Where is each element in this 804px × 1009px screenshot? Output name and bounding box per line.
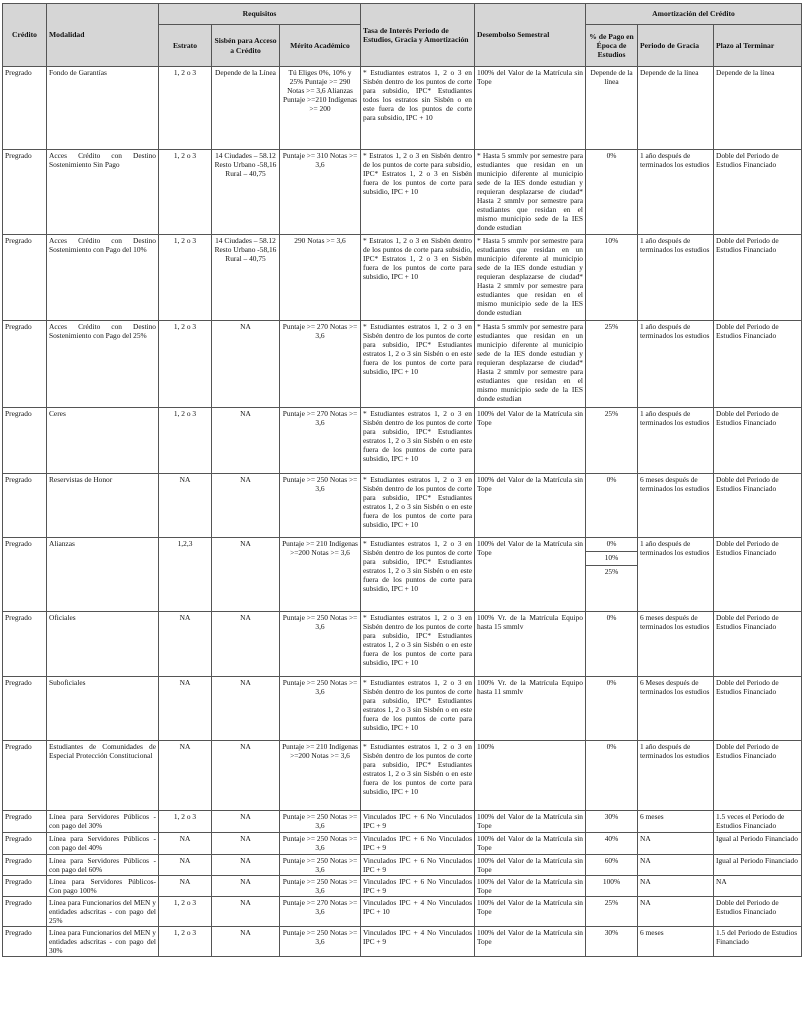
cell-plazo: Depende de la línea	[714, 67, 802, 150]
cell-credito: Pregrado	[3, 321, 47, 408]
table-row	[3, 612, 802, 677]
cell-plazo: Doble del Periodo de Estudios Financiado	[714, 235, 802, 321]
cell-estrato: 1, 2 o 3	[159, 927, 212, 957]
cell-modalidad: Suboficiales	[47, 677, 159, 741]
cell-gracia: 6 meses después de terminados los estudios	[638, 474, 714, 538]
cell-sisben: NA	[212, 408, 280, 474]
cell-plazo: Doble del Periodo de Estudios Financiado	[714, 321, 802, 408]
cell-tasa: * Estratos 1, 2 o 3 en Sisbén dentro de los puntos de corte para subsidio, IPC* Estratos 1, 2 o 3 en Sisbén fuera de los puntos de corte para subsidio, IPC + 10	[361, 150, 475, 235]
cell-sisben: NA	[212, 474, 280, 538]
cell-tasa: * Estudiantes estratos 1, 2 o 3 en Sisbén dentro de los puntos de corte para subsidio, IPC* Estudiantes estratos 1, 2 o 3 sin Sisbén o en este fuera de los puntos de corte para subsidio, IPC + 10	[361, 612, 475, 677]
table-row	[3, 741, 802, 811]
cell-tasa: * Estudiantes estratos 1, 2 o 3 en Sisbén dentro de los puntos de corte para subsidio, IPC* Estudiantes estratos 1, 2 o 3 sin Sisbén o en este fuera de los puntos de corte para subsidio, IPC + 10	[361, 538, 475, 612]
cell-estrato: NA	[159, 474, 212, 538]
cell-estrato: 1, 2 o 3	[159, 235, 212, 321]
cell-estrato: 1, 2 o 3	[159, 811, 212, 833]
cell-gracia: 6 Meses después de terminados los estudios	[638, 677, 714, 741]
cell-merito: Puntaje >= 250 Notas >= 3,6	[280, 677, 361, 741]
cell-estrato: NA	[159, 876, 212, 897]
cell-tasa: Vinculados IPC + 6 No Vinculados IPC + 9	[361, 833, 475, 855]
cell-sisben: 14 Ciudades – 58.12 Resto Urbano -58,16 Rural – 40,75	[212, 235, 280, 321]
cell-pago: 0%	[586, 677, 638, 741]
cell-modalidad: Reservistas de Honor	[47, 474, 159, 538]
cell-estrato: NA	[159, 833, 212, 855]
cell-tasa: * Estudiantes estratos 1, 2 o 3 en Sisbén dentro de los puntos de corte para subsidio, IPC* Estudiantes estratos 1, 2 o 3 sin Sisbén o en este fuera de los puntos de corte para subsidio, IPC + 10	[361, 474, 475, 538]
pago-option: 25%	[586, 565, 637, 577]
cell-pago: 100%	[586, 876, 638, 897]
cell-credito: Pregrado	[3, 235, 47, 321]
credit-table-page	[2, 3, 801, 1004]
table-row	[3, 833, 802, 855]
cell-credito: Pregrado	[3, 408, 47, 474]
cell-plazo: NA	[714, 876, 802, 897]
cell-gracia: 1 año después de terminados los estudios	[638, 321, 714, 408]
cell-gracia: 1 año después de terminados los estudios	[638, 741, 714, 811]
table-row	[3, 235, 802, 321]
table-row	[3, 897, 802, 927]
cell-modalidad: Línea para Funcionarios del MEN y entidades adscritas - con pago del 25%	[47, 897, 159, 927]
cell-desembolso: 100% del Valor de la Matrícula sin Tope	[475, 897, 586, 927]
cell-estrato: NA	[159, 677, 212, 741]
cell-modalidad: Línea para Servidores Públicos- Con pago 100%	[47, 876, 159, 897]
cell-plazo: Doble del Periodo de Estudios Financiado	[714, 741, 802, 811]
cell-gracia: NA	[638, 876, 714, 897]
cell-merito: Puntaje >= 270 Notas >= 3,6	[280, 408, 361, 474]
table-row	[3, 408, 802, 474]
cell-estrato: NA	[159, 612, 212, 677]
cell-credito: Pregrado	[3, 811, 47, 833]
table-row	[3, 150, 802, 235]
cell-desembolso: 100% del Valor de la Matrícula sin Tope	[475, 408, 586, 474]
table-row	[3, 677, 802, 741]
cell-desembolso: 100% del Valor de la Matrícula sin Tope	[475, 927, 586, 957]
cell-gracia: NA	[638, 833, 714, 855]
cell-modalidad: Estudiantes de Comunidades de Especial Protección Constitucional	[47, 741, 159, 811]
cell-plazo: Doble del Periodo de Estudios Financiado	[714, 538, 802, 612]
cell-tasa: * Estratos 1, 2 o 3 en Sisbén dentro de los puntos de corte para subsidio, IPC* Estratos 1, 2 o 3 en Sisbén fuera de los puntos de corte para subsidio, IPC + 10	[361, 235, 475, 321]
header-plazo: Plazo al Terminar	[714, 25, 802, 67]
cell-estrato: 1, 2 o 3	[159, 408, 212, 474]
cell-plazo: Igual al Periodo Financiado	[714, 855, 802, 876]
cell-gracia: 1 año después de terminados los estudios	[638, 150, 714, 235]
cell-merito: 290 Notas >= 3,6	[280, 235, 361, 321]
cell-merito: Puntaje >= 250 Notas >= 3,6	[280, 474, 361, 538]
cell-tasa: Vinculados IPC + 6 No Vinculados IPC + 9	[361, 855, 475, 876]
table-row	[3, 811, 802, 833]
cell-tasa: Vinculados IPC + 6 No Vinculados IPC + 9	[361, 811, 475, 833]
cell-desembolso: * Hasta 5 smmlv por semestre para estudiantes que residan en un municipio diferente al municipio sede de la IES donde estudian y requieran desplazarse de ciudad* Hasta 2 smmlv por semestre para estudiantes que residan en el mismo municipio sede de la IES donde estudian	[475, 150, 586, 235]
cell-sisben: 14 Ciudades – 58.12 Resto Urbano -58,16 Rural – 40,75	[212, 150, 280, 235]
cell-credito: Pregrado	[3, 677, 47, 741]
cell-tasa: * Estudiantes estratos 1, 2 o 3 en Sisbén dentro de los puntos de corte para subsidio, IPC* Estudiantes estratos 1, 2 o 3 sin Sisbén o en este fuera de los puntos de corte para subsidio, IPC + 10	[361, 321, 475, 408]
cell-estrato: 1, 2 o 3	[159, 897, 212, 927]
cell-modalidad: Línea para Servidores Públicos - con pago del 40%	[47, 833, 159, 855]
cell-modalidad: Alianzas	[47, 538, 159, 612]
cell-merito: Puntaje >= 210 Indígenas >=200 Notas >= 3,6	[280, 538, 361, 612]
cell-pago: 30%	[586, 927, 638, 957]
cell-sisben: NA	[212, 741, 280, 811]
cell-modalidad: Acces Crédito con Destino Sostenimiento Sin Pago	[47, 150, 159, 235]
cell-merito: Puntaje >= 250 Notas >= 3,6	[280, 612, 361, 677]
cell-tasa: Vinculados IPC + 4 No Vinculados IPC + 9	[361, 927, 475, 957]
cell-modalidad: Línea para Servidores Públicos - con pago del 30%	[47, 811, 159, 833]
cell-merito: Puntaje >= 210 Indígenas >=200 Notas >= 3,6	[280, 741, 361, 811]
cell-pago: 60%	[586, 855, 638, 876]
cell-merito: Puntaje >= 270 Notas >= 3,6	[280, 321, 361, 408]
cell-merito: Puntaje >= 250 Notas >= 3,6	[280, 811, 361, 833]
header-group-amortizacion: Amortización del Crédito	[586, 4, 802, 25]
cell-sisben: NA	[212, 538, 280, 612]
cell-estrato: NA	[159, 741, 212, 811]
cell-merito: Puntaje >= 250 Notas >= 3,6	[280, 855, 361, 876]
header-desembolso: Desembolso Semestral	[475, 4, 586, 67]
cell-desembolso: 100% del Valor de la Matrícula sin Tope	[475, 474, 586, 538]
header-gracia: Periodo de Gracia	[638, 25, 714, 67]
cell-gracia: 6 meses	[638, 811, 714, 833]
table-row	[3, 855, 802, 876]
cell-pago: 0%	[586, 741, 638, 811]
header-pago: % de Pago en Época de Estudios	[586, 25, 638, 67]
header-sisben: Sisbén para Acceso a Crédito	[212, 25, 280, 67]
cell-desembolso: * Hasta 5 smmlv por semestre para estudiantes que residan en un municipio diferente al municipio sede de la IES donde estudian y requieran desplazarse de ciudad* Hasta 2 smmlv por semestre para estudiantes que residan en el mismo municipio sede de la IES donde estudian	[475, 235, 586, 321]
cell-tasa: Vinculados IPC + 6 No Vinculados IPC + 9	[361, 876, 475, 897]
cell-credito: Pregrado	[3, 612, 47, 677]
cell-estrato: 1, 2 o 3	[159, 67, 212, 150]
cell-sisben: NA	[212, 811, 280, 833]
credit-table-body	[3, 67, 802, 957]
cell-desembolso: 100% del Valor de la Matrícula sin Tope	[475, 67, 586, 150]
pago-option: 10%	[586, 551, 637, 563]
cell-desembolso: 100%	[475, 741, 586, 811]
cell-estrato: NA	[159, 855, 212, 876]
cell-modalidad: Fondo de Garantías	[47, 67, 159, 150]
cell-desembolso: 100% del Valor de la Matrícula sin Tope	[475, 876, 586, 897]
credit-table	[2, 3, 802, 957]
cell-merito: Tú Eliges 0%, 10% y 25% Puntaje >= 290 Notas >= 3,6 Alianzas Puntaje >=210 Indígenas >= 200	[280, 67, 361, 150]
cell-merito: Puntaje >= 270 Notas >= 3,6	[280, 897, 361, 927]
table-row	[3, 67, 802, 150]
cell-tasa: * Estudiantes estratos 1, 2 o 3 en Sisbén dentro de los puntos de corte para subsidio, IPC* Estudiantes estratos 1, 2 o 3 sin Sisbén o en este fuera de los puntos de corte para subsidio, IPC + 10	[361, 677, 475, 741]
cell-gracia: NA	[638, 897, 714, 927]
cell-plazo: Doble del Periodo de Estudios Financiado	[714, 612, 802, 677]
cell-tasa: * Estudiantes estratos 1, 2 o 3 en Sisbén dentro de los puntos de corte para subsidio, IPC* Estudiantes estratos 1, 2 o 3 sin Sisbén o en este fuera de los puntos de corte para subsidio, IPC + 10	[361, 741, 475, 811]
header-group-requisitos: Requisitos	[159, 4, 361, 25]
cell-pago	[586, 538, 638, 612]
cell-credito: Pregrado	[3, 67, 47, 150]
cell-modalidad: Acces Crédito con Destino Sostenimiento con Pago del 10%	[47, 235, 159, 321]
cell-sisben: NA	[212, 833, 280, 855]
cell-desembolso: 100% del Valor de la Matrícula sin Tope	[475, 811, 586, 833]
cell-desembolso: 100% Vr. de la Matrícula Equipo hasta 15 smmlv	[475, 612, 586, 677]
cell-plazo: 1.5 del Periodo de Estudios Financiado	[714, 927, 802, 957]
cell-sisben: Depende de la Línea	[212, 67, 280, 150]
cell-credito: Pregrado	[3, 876, 47, 897]
cell-credito: Pregrado	[3, 855, 47, 876]
cell-sisben: NA	[212, 927, 280, 957]
cell-sisben: NA	[212, 321, 280, 408]
cell-credito: Pregrado	[3, 150, 47, 235]
cell-plazo: Doble del Periodo de Estudios Financiado	[714, 150, 802, 235]
cell-pago: 25%	[586, 408, 638, 474]
cell-plazo: Doble del Periodo de Estudios Financiado	[714, 677, 802, 741]
cell-credito: Pregrado	[3, 833, 47, 855]
header-modalidad: Modalidad	[47, 4, 159, 67]
cell-modalidad: Ceres	[47, 408, 159, 474]
cell-estrato: 1, 2 o 3	[159, 150, 212, 235]
cell-gracia: 1 año después de terminados los estudios	[638, 408, 714, 474]
cell-desembolso: 100% del Valor de la Matrícula sin Tope	[475, 833, 586, 855]
cell-credito: Pregrado	[3, 538, 47, 612]
cell-plazo: Doble del Periodo de Estudios Financiado	[714, 897, 802, 927]
table-row	[3, 474, 802, 538]
cell-gracia: 6 meses	[638, 927, 714, 957]
cell-sisben: NA	[212, 876, 280, 897]
cell-sisben: NA	[212, 612, 280, 677]
cell-pago: 25%	[586, 321, 638, 408]
cell-tasa: * Estudiantes estratos 1, 2 o 3 en Sisbén dentro de los puntos de corte para subsidio, IPC* Estudiantes estratos 1, 2 o 3 sin Sisbén o en este fuera de los puntos de corte para subsidio, IPC + 10	[361, 408, 475, 474]
table-row	[3, 876, 802, 897]
cell-pago: 40%	[586, 833, 638, 855]
cell-sisben: NA	[212, 677, 280, 741]
cell-desembolso: 100% Vr. de la Matrícula Equipo hasta 11 smmlv	[475, 677, 586, 741]
cell-tasa: * Estudiantes estratos 1, 2 o 3 en Sisbén dentro de los puntos de corte para subsidio, IPC* Estudiantes todos los estratos sin Sisbén o en este fuera de los puntos de corte para subsidio, IPC + 10	[361, 67, 475, 150]
cell-desembolso: 100% del Valor de la Matrícula sin Tope	[475, 855, 586, 876]
table-row	[3, 321, 802, 408]
cell-sisben: NA	[212, 897, 280, 927]
table-row	[3, 927, 802, 957]
cell-sisben: NA	[212, 855, 280, 876]
cell-pago: 25%	[586, 897, 638, 927]
cell-gracia: 1 año después de terminados los estudios	[638, 538, 714, 612]
cell-plazo: 1.5 veces el Periodo de Estudios Financiado	[714, 811, 802, 833]
cell-estrato: 1,2,3	[159, 538, 212, 612]
cell-gracia: Depende de la línea	[638, 67, 714, 150]
cell-desembolso: 100% del Valor de la Matrícula sin Tope	[475, 538, 586, 612]
cell-tasa: Vinculados IPC + 4 No Vinculados IPC + 10	[361, 897, 475, 927]
table-row	[3, 538, 802, 612]
cell-pago: 0%	[586, 150, 638, 235]
cell-credito: Pregrado	[3, 897, 47, 927]
cell-gracia: 1 año después de terminados los estudios	[638, 235, 714, 321]
cell-desembolso: * Hasta 5 smmlv por semestre para estudiantes que residan en un municipio diferente al municipio sede de la IES donde estudian y requieran desplazarse de ciudad* Hasta 2 smmlv por semestre para estudiantes que residan en el mismo municipio sede de la IES donde estudian	[475, 321, 586, 408]
cell-plazo: Doble del Periodo de Estudios Financiado	[714, 474, 802, 538]
header-credito: Crédito	[3, 4, 47, 67]
cell-estrato: 1, 2 o 3	[159, 321, 212, 408]
cell-modalidad: Línea para Servidores Públicos - con pago del 60%	[47, 855, 159, 876]
cell-merito: Puntaje >= 250 Notas >= 3,6	[280, 927, 361, 957]
cell-credito: Pregrado	[3, 474, 47, 538]
cell-pago: 0%	[586, 612, 638, 677]
cell-gracia: 6 meses después de terminados los estudios	[638, 612, 714, 677]
cell-pago: Depende de la línea	[586, 67, 638, 150]
cell-plazo: Doble del Periodo de Estudios Financiado	[714, 408, 802, 474]
header-merito: Mérito Académico	[280, 25, 361, 67]
cell-merito: Puntaje >= 310 Notas >= 3,6	[280, 150, 361, 235]
cell-modalidad: Línea para Funcionarios del MEN y entidades adscritas - con pago del 30%	[47, 927, 159, 957]
pago-option: 0%	[606, 539, 617, 548]
cell-plazo: Igual al Periodo Financiado	[714, 833, 802, 855]
cell-gracia: NA	[638, 855, 714, 876]
cell-modalidad: Oficiales	[47, 612, 159, 677]
cell-credito: Pregrado	[3, 741, 47, 811]
cell-credito: Pregrado	[3, 927, 47, 957]
cell-merito: Puntaje >= 250 Notas >= 3,6	[280, 833, 361, 855]
header-tasa: Tasa de Interés Periodo de Estudios, Gracia y Amortización	[361, 4, 475, 67]
cell-modalidad: Acces Crédito con Destino Sostenimiento con Pago del 25%	[47, 321, 159, 408]
cell-pago: 10%	[586, 235, 638, 321]
cell-pago: 30%	[586, 811, 638, 833]
cell-merito: Puntaje >= 250 Notas >= 3,6	[280, 876, 361, 897]
header-estrato: Estrato	[159, 25, 212, 67]
cell-pago: 0%	[586, 474, 638, 538]
